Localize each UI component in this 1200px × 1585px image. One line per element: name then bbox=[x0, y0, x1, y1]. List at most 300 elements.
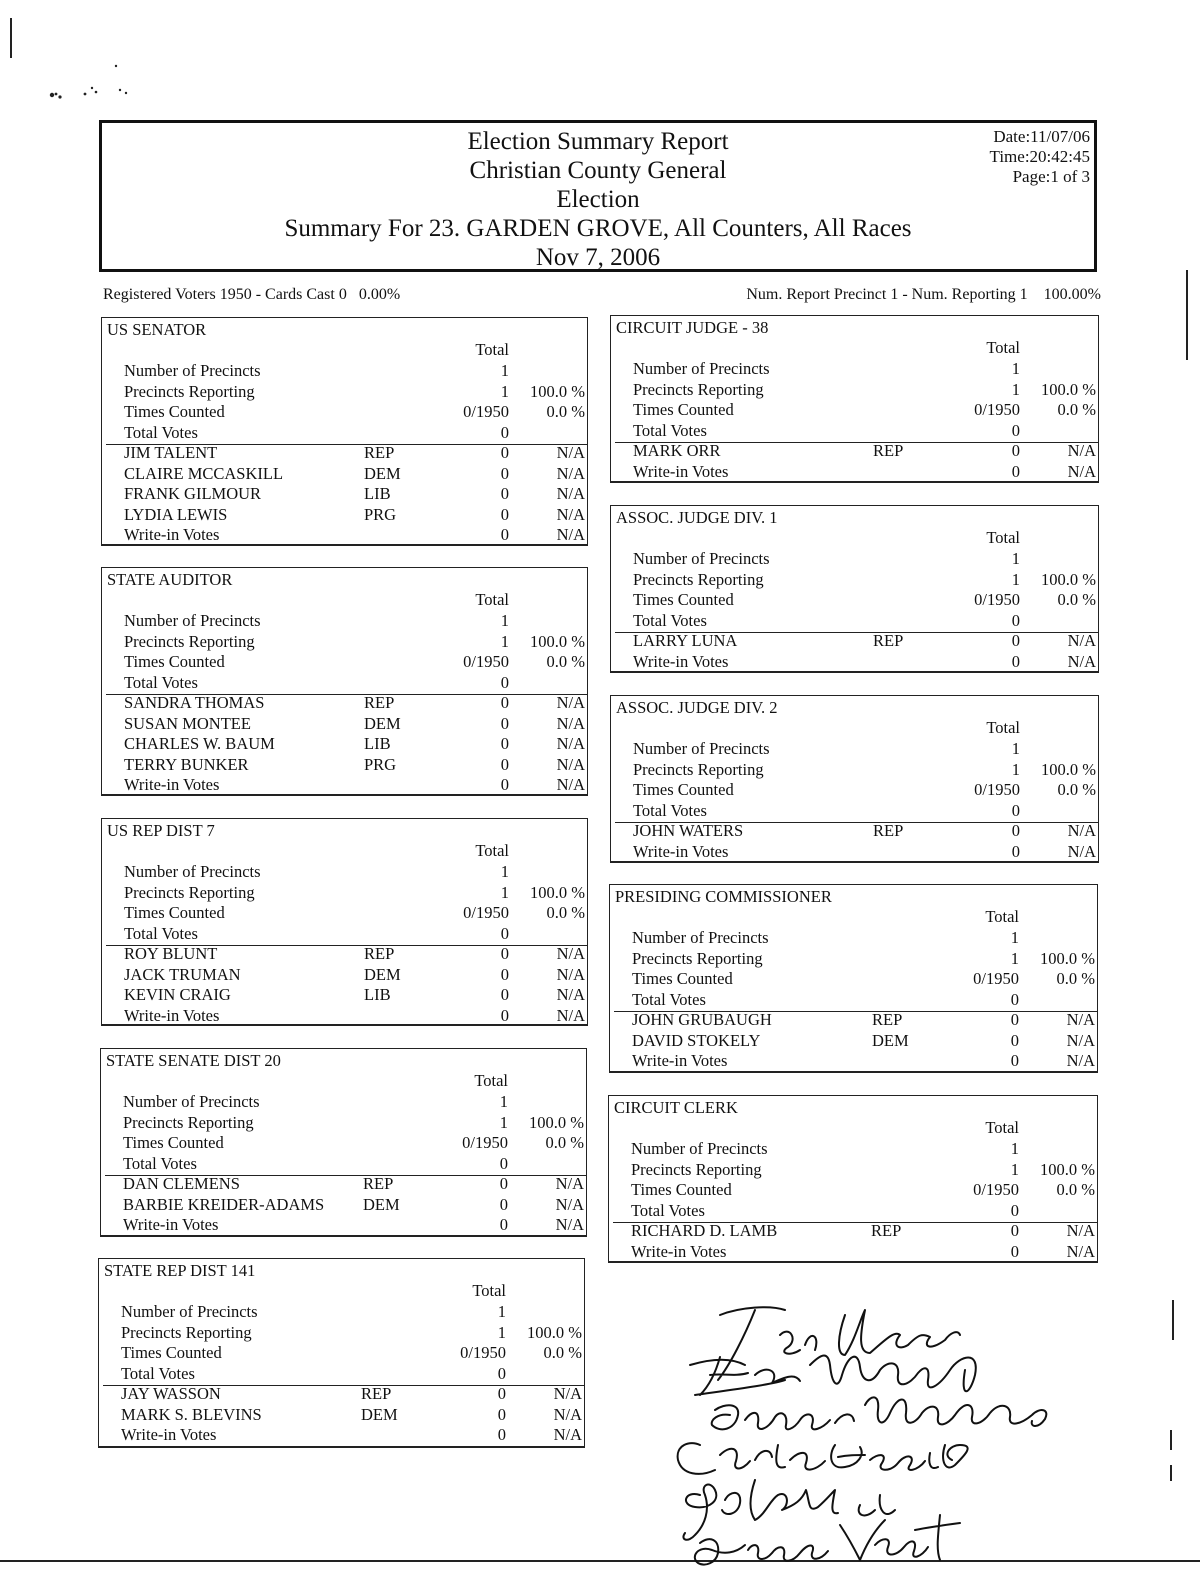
stat-value: 0 bbox=[500, 923, 509, 943]
candidate-percent: N/A bbox=[556, 693, 585, 712]
stat-label: Precincts Reporting bbox=[632, 948, 763, 968]
candidate-votes: 0 bbox=[500, 504, 509, 524]
stat-value: 1 bbox=[1011, 739, 1020, 758]
candidate-percent: N/A bbox=[556, 985, 585, 1004]
stat-value: 0/1950 bbox=[974, 590, 1020, 609]
stat-value: 0 bbox=[1010, 989, 1019, 1009]
stat-row-reporting bbox=[609, 1160, 1097, 1181]
candidate-votes: 0 bbox=[497, 1425, 506, 1444]
stat-label: Number of Precincts bbox=[633, 739, 770, 758]
stat-value: 1 bbox=[500, 631, 509, 651]
stat-row-precincts bbox=[99, 1302, 584, 1323]
stat-row-reporting bbox=[99, 1323, 584, 1344]
stat-value: 0 bbox=[1011, 800, 1020, 820]
stat-value: 1 bbox=[1011, 759, 1020, 779]
candidate-name: Write-in Votes bbox=[124, 775, 220, 794]
candidate-votes: 0 bbox=[1010, 1221, 1019, 1240]
stat-percent: 0.0 % bbox=[546, 402, 585, 421]
stat-row-precincts bbox=[611, 739, 1098, 760]
candidate-name: Write-in Votes bbox=[124, 1005, 220, 1025]
total-column-header: Total bbox=[986, 338, 1020, 357]
candidate-votes: 0 bbox=[500, 443, 509, 462]
stat-row-counted bbox=[611, 400, 1098, 421]
candidate-row bbox=[102, 443, 587, 464]
candidate-party: DEM bbox=[363, 1194, 400, 1214]
candidate-row bbox=[102, 484, 587, 505]
stat-row-total-votes bbox=[102, 924, 587, 945]
candidate-percent: N/A bbox=[555, 1215, 584, 1234]
title-line: Summary For 23. GARDEN GROVE, All Counters, All Races bbox=[284, 215, 912, 242]
stat-percent: 100.0 % bbox=[527, 1322, 582, 1342]
stat-row-reporting bbox=[102, 382, 587, 403]
candidate-party: LIB bbox=[364, 484, 391, 503]
candidate-party: REP bbox=[872, 1010, 903, 1029]
stat-row-counted bbox=[102, 402, 587, 423]
stat-value: 0 bbox=[499, 1153, 508, 1173]
candidate-votes: 0 bbox=[500, 693, 509, 712]
stat-percent: 0.0 % bbox=[545, 1133, 584, 1152]
scan-edge-right-lower bbox=[1172, 1300, 1174, 1340]
stat-percent: 0.0 % bbox=[546, 903, 585, 922]
stat-label: Number of Precincts bbox=[631, 1139, 768, 1158]
candidate-votes: 0 bbox=[500, 754, 509, 774]
candidate-row bbox=[102, 965, 587, 986]
race-us-senator bbox=[101, 317, 588, 546]
stat-value: 1 bbox=[500, 882, 509, 902]
candidate-row bbox=[611, 821, 1098, 842]
candidate-name: Write-in Votes bbox=[633, 461, 729, 481]
stat-percent: 0.0 % bbox=[1057, 590, 1096, 609]
total-column-header: Total bbox=[985, 907, 1019, 926]
stat-label: Times Counted bbox=[124, 402, 225, 421]
stat-value: 1 bbox=[1010, 1139, 1019, 1158]
total-column-header: Total bbox=[475, 841, 509, 860]
stat-value: 1 bbox=[1010, 1159, 1019, 1179]
candidate-votes: 0 bbox=[499, 1174, 508, 1193]
candidate-name: FRANK GILMOUR bbox=[124, 484, 262, 503]
stat-row-precincts bbox=[611, 359, 1098, 380]
stat-percent: 100.0 % bbox=[530, 381, 585, 401]
candidate-party: REP bbox=[363, 1174, 394, 1193]
candidate-percent: N/A bbox=[556, 964, 585, 984]
stat-row-reporting bbox=[611, 380, 1098, 401]
stat-row-reporting bbox=[102, 632, 587, 653]
stat-row-total-votes bbox=[102, 423, 587, 444]
race-title: ASSOC. JUDGE DIV. 1 bbox=[616, 508, 778, 527]
stat-value: 0/1950 bbox=[460, 1343, 506, 1362]
candidate-row bbox=[99, 1425, 584, 1446]
stat-value: 1 bbox=[499, 1092, 508, 1111]
candidate-row bbox=[102, 693, 587, 714]
stat-label: Precincts Reporting bbox=[124, 882, 255, 902]
candidate-votes: 0 bbox=[1010, 1010, 1019, 1029]
candidate-name: JOHN GRUBAUGH bbox=[632, 1010, 772, 1029]
stat-percent: 0.0 % bbox=[1056, 969, 1095, 988]
candidate-party: DEM bbox=[364, 713, 401, 733]
candidate-name: SANDRA THOMAS bbox=[124, 693, 265, 712]
stat-value: 1 bbox=[1010, 928, 1019, 947]
candidate-name: Write-in Votes bbox=[633, 841, 729, 861]
candidate-votes: 0 bbox=[497, 1404, 506, 1424]
candidate-percent: N/A bbox=[556, 525, 585, 544]
candidate-votes: 0 bbox=[500, 985, 509, 1004]
candidate-votes: 0 bbox=[1011, 441, 1020, 460]
candidate-votes: 0 bbox=[1010, 1051, 1019, 1070]
candidate-votes: 0 bbox=[1011, 461, 1020, 481]
candidate-votes: 0 bbox=[1011, 821, 1020, 840]
candidate-name: CHARLES W. BAUM bbox=[124, 734, 275, 753]
candidate-name: Write-in Votes bbox=[632, 1051, 728, 1070]
candidate-name: DAVID STOKELY bbox=[632, 1030, 761, 1050]
candidate-name: LYDIA LEWIS bbox=[124, 504, 228, 524]
total-column-header: Total bbox=[472, 1281, 506, 1300]
stat-value: 1 bbox=[1011, 359, 1020, 378]
candidate-row bbox=[609, 1242, 1097, 1263]
total-column-header: Total bbox=[985, 1118, 1019, 1137]
race-title: CIRCUIT CLERK bbox=[614, 1098, 738, 1117]
candidate-name: ROY BLUNT bbox=[124, 944, 218, 963]
candidate-percent: N/A bbox=[556, 443, 585, 462]
race-title: US REP DIST 7 bbox=[107, 821, 215, 840]
stat-row-total-votes bbox=[101, 1154, 586, 1175]
race-title: STATE REP DIST 141 bbox=[104, 1261, 256, 1280]
candidate-party: LIB bbox=[364, 734, 391, 753]
candidate-votes: 0 bbox=[499, 1215, 508, 1234]
stat-label: Times Counted bbox=[124, 652, 225, 671]
stat-value: 1 bbox=[497, 1322, 506, 1342]
report-title bbox=[102, 127, 1094, 272]
candidate-percent: N/A bbox=[555, 1174, 584, 1193]
stat-label: Times Counted bbox=[632, 969, 733, 988]
stat-label: Number of Precincts bbox=[633, 549, 770, 568]
candidate-row bbox=[102, 1006, 587, 1027]
candidate-votes: 0 bbox=[1011, 631, 1020, 650]
scan-edge-right bbox=[1186, 270, 1188, 360]
stat-row-counted bbox=[611, 780, 1098, 801]
stat-label: Times Counted bbox=[633, 780, 734, 799]
stat-label: Total Votes bbox=[633, 420, 707, 440]
candidate-votes: 0 bbox=[1011, 841, 1020, 861]
stat-value: 1 bbox=[1010, 948, 1019, 968]
report-page: Page:1 of 3 bbox=[1012, 167, 1090, 186]
stat-row-reporting bbox=[611, 570, 1098, 591]
candidate-votes: 0 bbox=[1010, 1241, 1019, 1261]
stat-label: Precincts Reporting bbox=[633, 569, 764, 589]
stat-percent: 0.0 % bbox=[546, 652, 585, 671]
candidate-votes: 0 bbox=[1010, 1030, 1019, 1050]
race-state-senate-dist-20 bbox=[100, 1048, 587, 1237]
candidate-votes: 0 bbox=[1011, 651, 1020, 671]
stat-label: Times Counted bbox=[633, 590, 734, 609]
stat-value: 1 bbox=[500, 361, 509, 380]
stat-value: 1 bbox=[499, 1112, 508, 1132]
stat-label: Total Votes bbox=[633, 610, 707, 630]
candidate-percent: N/A bbox=[556, 484, 585, 503]
stat-label: Total Votes bbox=[633, 800, 707, 820]
stat-label: Times Counted bbox=[631, 1180, 732, 1199]
total-column-header: Total bbox=[475, 340, 509, 359]
candidate-party: REP bbox=[364, 693, 395, 712]
race-title: ASSOC. JUDGE DIV. 2 bbox=[616, 698, 778, 717]
stat-label: Precincts Reporting bbox=[633, 379, 764, 399]
candidate-percent: N/A bbox=[1067, 821, 1096, 840]
candidate-row bbox=[102, 755, 587, 776]
stat-value: 0 bbox=[1011, 420, 1020, 440]
race-assoc-judge-div-1 bbox=[610, 505, 1099, 673]
stat-percent: 100.0 % bbox=[530, 631, 585, 651]
stat-value: 0 bbox=[497, 1363, 506, 1383]
stat-value: 0/1950 bbox=[463, 652, 509, 671]
title-line: Election Summary Report bbox=[467, 128, 729, 155]
candidate-percent: N/A bbox=[556, 463, 585, 483]
stat-label: Total Votes bbox=[631, 1200, 705, 1220]
candidate-row bbox=[101, 1195, 586, 1216]
stat-value: 1 bbox=[1011, 569, 1020, 589]
stat-row-counted bbox=[101, 1133, 586, 1154]
candidate-percent: N/A bbox=[1067, 461, 1096, 481]
candidate-percent: N/A bbox=[1066, 1221, 1095, 1240]
candidate-percent: N/A bbox=[1067, 631, 1096, 650]
candidate-percent: N/A bbox=[555, 1194, 584, 1214]
scan-edge-right-lower-2 bbox=[1170, 1430, 1172, 1450]
candidate-percent: N/A bbox=[1067, 441, 1096, 460]
stat-value: 1 bbox=[500, 862, 509, 881]
report-date: Date:11/07/06 bbox=[993, 127, 1090, 146]
candidate-votes: 0 bbox=[500, 484, 509, 503]
candidate-name: Write-in Votes bbox=[123, 1215, 219, 1234]
candidate-name: DAN CLEMENS bbox=[123, 1174, 240, 1193]
candidate-party: REP bbox=[364, 944, 395, 963]
race-assoc-judge-div-2 bbox=[610, 695, 1099, 863]
stat-percent: 100.0 % bbox=[1040, 948, 1095, 968]
report-header bbox=[99, 120, 1097, 272]
candidate-party: DEM bbox=[361, 1404, 398, 1424]
candidate-percent: N/A bbox=[1066, 1010, 1095, 1029]
stat-row-total-votes bbox=[609, 1201, 1097, 1222]
candidate-name: MARK S. BLEVINS bbox=[121, 1404, 262, 1424]
race-state-auditor bbox=[101, 567, 588, 796]
candidate-votes: 0 bbox=[500, 734, 509, 753]
candidate-votes: 0 bbox=[500, 463, 509, 483]
stat-label: Total Votes bbox=[121, 1363, 195, 1383]
race-title: CIRCUIT JUDGE - 38 bbox=[616, 318, 769, 337]
candidate-row bbox=[102, 775, 587, 796]
stat-row-counted bbox=[102, 903, 587, 924]
stat-label: Total Votes bbox=[124, 422, 198, 442]
candidate-name: JAY WASSON bbox=[121, 1384, 221, 1403]
candidate-votes: 0 bbox=[500, 964, 509, 984]
stat-percent: 100.0 % bbox=[1041, 569, 1096, 589]
stat-value: 0/1950 bbox=[463, 903, 509, 922]
candidate-row bbox=[611, 462, 1098, 483]
race-presiding-commissioner bbox=[609, 884, 1098, 1073]
candidate-percent: N/A bbox=[556, 775, 585, 794]
stat-value: 0/1950 bbox=[973, 1180, 1019, 1199]
candidate-row bbox=[101, 1215, 586, 1236]
stat-value: 1 bbox=[500, 381, 509, 401]
stat-value: 0 bbox=[500, 422, 509, 442]
candidate-name: LARRY LUNA bbox=[633, 631, 738, 650]
candidate-row bbox=[102, 734, 587, 755]
candidate-name: Write-in Votes bbox=[121, 1425, 217, 1444]
candidate-row bbox=[611, 842, 1098, 863]
candidate-row bbox=[611, 441, 1098, 462]
candidate-percent: N/A bbox=[1067, 841, 1096, 861]
candidate-votes: 0 bbox=[500, 1005, 509, 1025]
stat-row-precincts bbox=[102, 611, 587, 632]
total-column-header: Total bbox=[986, 718, 1020, 737]
candidate-percent: N/A bbox=[1066, 1051, 1095, 1070]
stat-row-precincts bbox=[101, 1092, 586, 1113]
candidate-percent: N/A bbox=[556, 504, 585, 524]
candidate-party: REP bbox=[873, 441, 904, 460]
candidate-row bbox=[99, 1384, 584, 1405]
stat-value: 1 bbox=[1011, 379, 1020, 399]
candidate-party: REP bbox=[873, 631, 904, 650]
stat-value: 0/1950 bbox=[462, 1133, 508, 1152]
stat-label: Precincts Reporting bbox=[124, 631, 255, 651]
race-state-rep-dist-141 bbox=[98, 1258, 585, 1448]
candidate-percent: N/A bbox=[556, 754, 585, 774]
stat-row-total-votes bbox=[610, 990, 1097, 1011]
candidate-party: REP bbox=[873, 821, 904, 840]
stat-label: Total Votes bbox=[124, 923, 198, 943]
signatures bbox=[660, 1295, 1080, 1585]
stat-value: 0/1950 bbox=[974, 400, 1020, 419]
stat-row-total-votes bbox=[99, 1364, 584, 1385]
candidate-row bbox=[611, 631, 1098, 652]
stat-label: Total Votes bbox=[123, 1153, 197, 1173]
registered-voters-summary: Registered Voters 1950 - Cards Cast 0 0.00% bbox=[103, 286, 401, 303]
stat-row-precincts bbox=[102, 361, 587, 382]
stat-row-counted bbox=[609, 1180, 1097, 1201]
candidate-row bbox=[102, 505, 587, 526]
candidate-row bbox=[609, 1221, 1097, 1242]
candidate-name: Write-in Votes bbox=[124, 525, 220, 544]
stat-label: Number of Precincts bbox=[124, 361, 261, 380]
candidate-percent: N/A bbox=[553, 1384, 582, 1403]
candidate-party: REP bbox=[871, 1221, 902, 1240]
stat-row-counted bbox=[611, 590, 1098, 611]
stat-percent: 100.0 % bbox=[1041, 379, 1096, 399]
stat-percent: 0.0 % bbox=[1056, 1180, 1095, 1199]
stat-label: Precincts Reporting bbox=[124, 381, 255, 401]
candidate-party: REP bbox=[361, 1384, 392, 1403]
candidate-name: KEVIN CRAIG bbox=[124, 985, 231, 1004]
stat-row-precincts bbox=[611, 549, 1098, 570]
total-column-header: Total bbox=[986, 528, 1020, 547]
stat-percent: 100.0 % bbox=[530, 882, 585, 902]
race-title: PRESIDING COMMISSIONER bbox=[615, 887, 832, 906]
stat-value: 0 bbox=[1010, 1200, 1019, 1220]
candidate-votes: 0 bbox=[499, 1194, 508, 1214]
stat-value: 0/1950 bbox=[974, 780, 1020, 799]
stat-row-total-votes bbox=[611, 611, 1098, 632]
report-meta bbox=[990, 127, 1090, 187]
candidate-name: JIM TALENT bbox=[124, 443, 218, 462]
candidate-name: CLAIRE MCCASKILL bbox=[124, 463, 284, 483]
stat-label: Number of Precincts bbox=[633, 359, 770, 378]
candidate-percent: N/A bbox=[556, 944, 585, 963]
stat-row-precincts bbox=[610, 928, 1097, 949]
stat-label: Total Votes bbox=[632, 989, 706, 1009]
stat-percent: 0.0 % bbox=[1057, 780, 1096, 799]
stat-label: Number of Precincts bbox=[123, 1092, 260, 1111]
candidate-row bbox=[102, 944, 587, 965]
stat-row-reporting bbox=[102, 883, 587, 904]
candidate-row bbox=[102, 985, 587, 1006]
stat-label: Precincts Reporting bbox=[631, 1159, 762, 1179]
stat-label: Total Votes bbox=[124, 672, 198, 692]
stat-label: Number of Precincts bbox=[124, 862, 261, 881]
stat-label: Times Counted bbox=[633, 400, 734, 419]
stat-label: Number of Precincts bbox=[632, 928, 769, 947]
stat-label: Precincts Reporting bbox=[123, 1112, 254, 1132]
stat-label: Times Counted bbox=[123, 1133, 224, 1152]
candidate-row bbox=[102, 525, 587, 546]
candidate-party: DEM bbox=[872, 1030, 909, 1050]
stat-row-counted bbox=[99, 1343, 584, 1364]
candidate-party: DEM bbox=[364, 463, 401, 483]
candidate-row bbox=[611, 652, 1098, 673]
candidate-name: JACK TRUMAN bbox=[124, 964, 241, 984]
scan-edge-top-left bbox=[10, 18, 12, 58]
scan-specks bbox=[40, 60, 150, 110]
title-line: Nov 7, 2006 bbox=[535, 244, 661, 271]
title-line: Election bbox=[556, 186, 640, 213]
stat-percent: 0.0 % bbox=[543, 1343, 582, 1362]
candidate-percent: N/A bbox=[556, 1005, 585, 1025]
candidate-row bbox=[102, 714, 587, 735]
candidate-row bbox=[610, 1010, 1097, 1031]
candidate-name: BARBIE KREIDER-ADAMS bbox=[123, 1194, 325, 1214]
stat-percent: 100.0 % bbox=[529, 1112, 584, 1132]
stat-row-reporting bbox=[610, 949, 1097, 970]
candidate-percent: N/A bbox=[1067, 651, 1096, 671]
stat-label: Number of Precincts bbox=[121, 1302, 258, 1321]
candidate-percent: N/A bbox=[1066, 1030, 1095, 1050]
stat-value: 1 bbox=[1011, 549, 1020, 568]
candidate-percent: N/A bbox=[553, 1404, 582, 1424]
stat-label: Times Counted bbox=[121, 1343, 222, 1362]
candidate-name: MARK ORR bbox=[633, 441, 721, 460]
candidate-party: PRG bbox=[364, 754, 397, 774]
candidate-votes: 0 bbox=[500, 713, 509, 733]
candidate-name: RICHARD D. LAMB bbox=[631, 1221, 778, 1240]
candidate-row bbox=[610, 1051, 1097, 1072]
title-line: Christian County General bbox=[469, 157, 727, 184]
stat-row-counted bbox=[102, 652, 587, 673]
candidate-row bbox=[101, 1174, 586, 1195]
candidate-percent: N/A bbox=[553, 1425, 582, 1444]
candidate-row bbox=[610, 1031, 1097, 1052]
scan-edge-right-lower-3 bbox=[1170, 1465, 1172, 1481]
report-time: Time:20:42:45 bbox=[989, 147, 1090, 166]
stat-label: Times Counted bbox=[124, 903, 225, 922]
race-title: US SENATOR bbox=[107, 320, 207, 339]
stat-row-total-votes bbox=[611, 421, 1098, 442]
stat-label: Precincts Reporting bbox=[121, 1322, 252, 1342]
stat-value: 0 bbox=[500, 672, 509, 692]
candidate-percent: N/A bbox=[556, 734, 585, 753]
candidate-row bbox=[99, 1405, 584, 1426]
race-us-rep-dist-7 bbox=[101, 818, 588, 1026]
stat-row-total-votes bbox=[102, 673, 587, 694]
stat-percent: 100.0 % bbox=[1040, 1159, 1095, 1179]
race-title: STATE AUDITOR bbox=[107, 570, 233, 589]
candidate-votes: 0 bbox=[500, 944, 509, 963]
candidate-party: DEM bbox=[364, 964, 401, 984]
